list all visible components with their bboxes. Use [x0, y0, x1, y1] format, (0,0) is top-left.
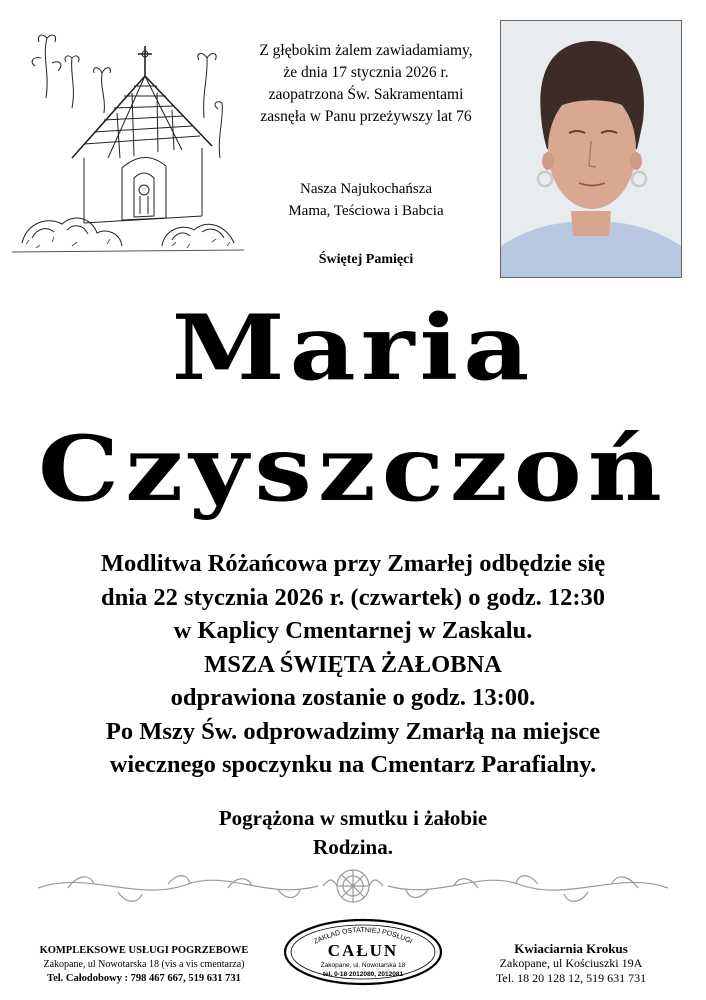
logo-address: Zakopane, ul. Nowotarska 18: [320, 962, 406, 969]
closing-signature: [0, 804, 706, 862]
ornament-divider: [28, 858, 678, 914]
details-line: w Kaplicy Cmentarnej w Zaskalu.: [173, 617, 533, 644]
details-line: wiecznego spoczynku na Cmentarz Parafialny.: [109, 751, 597, 778]
signature-line: Rodzina.: [313, 835, 393, 859]
funeral-address: Zakopane, ul Nowotarska 18 (vis a vis cmentarza): [43, 959, 245, 970]
funeral-home-info: [10, 944, 278, 986]
calun-logo: [283, 918, 443, 986]
deceased-last-name: Czyszczoń: [38, 416, 668, 522]
florist-phone: Tel. 18 20 128 12, 519 631 731: [495, 971, 647, 985]
memory-label: Świętej Pamięci: [318, 252, 414, 267]
florist-info: [446, 941, 696, 986]
ceremony-details: [20, 547, 686, 782]
announcement-text: [240, 40, 492, 128]
details-line: Po Mszy Św. odprowadzimy Zmarłą na miejsce: [105, 717, 601, 745]
florist-name: Kwiaciarnia Krokus: [514, 941, 628, 956]
family-role-line: Mama, Teściowa i Babcia: [288, 203, 444, 219]
details-line: dnia 22 stycznia 2026 r. (czwartek) o godz. 12:30: [100, 583, 605, 611]
announcement-line: zasnęła w Panu przeżywszy lat 76: [260, 108, 472, 125]
family-role-line: Nasza Najukochańsza: [299, 181, 433, 197]
wayside-chapel-illustration: [12, 18, 244, 258]
announcement-line: że dnia 17 stycznia 2026 r.: [283, 64, 449, 81]
florist-address: Zakopane, ul Kościuszki 19A: [499, 956, 643, 970]
portrait-image: [501, 21, 681, 277]
logo-phone: tel. 0-18 2012080, 2012081: [322, 971, 404, 978]
announcement-line: Z głębokim żalem zawiadamiamy,: [259, 42, 473, 59]
deceased-photo: [500, 20, 682, 278]
details-line: Modlitwa Różańcowa przy Zmarłej odbędzie się: [100, 550, 606, 577]
details-line: odprawiona zostanie o godz. 13:00.: [170, 684, 536, 711]
details-line: MSZA ŚWIĘTA ŻAŁOBNA: [204, 650, 502, 678]
mourning-line: Pogrążona w smutku i żałobie: [218, 806, 488, 830]
funeral-phone: Tel. Całodobowy : 798 467 667, 519 631 731: [47, 973, 241, 984]
logo-arc-text: ZAKŁAD OSTATNIEJ POSŁUGI: [312, 926, 414, 946]
funeral-services: KOMPLEKSOWE USŁUGI POGRZEBOWE: [39, 945, 249, 956]
family-roles: [240, 178, 492, 222]
announcement-line: zaopatrzona Św. Sakramentami: [268, 86, 464, 103]
deceased-first-name: Maria: [171, 295, 535, 401]
logo-name: CAŁUN: [327, 941, 399, 960]
